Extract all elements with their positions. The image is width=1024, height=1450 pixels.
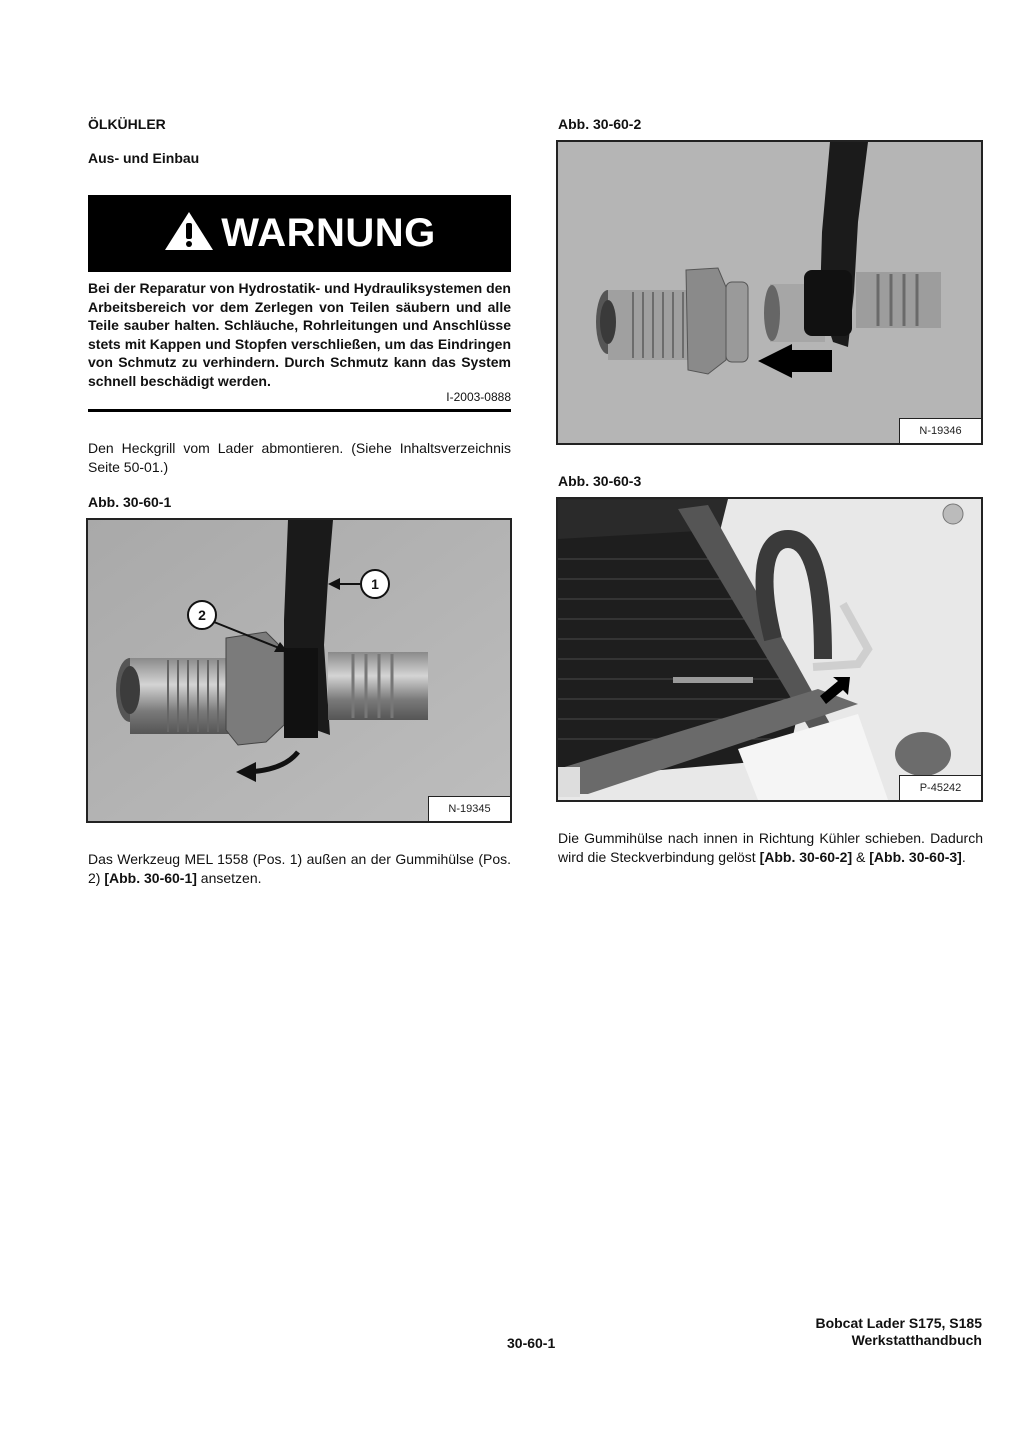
instruction-paragraph-left: Das Werkzeug MEL 1558 (Pos. 1) außen an der Gummihülse (Pos. 2) [Abb. 30-60-1] ansetzen. [88, 851, 511, 886]
figure-label-2: Abb. 30-60-2 [558, 116, 642, 132]
figure-reference: [Abb. 30-60-1] [104, 869, 197, 886]
callout-1: 1 [371, 576, 379, 592]
warning-heading: WARNUNG [221, 211, 436, 255]
warning-banner [88, 195, 511, 272]
figure-photo-3 [556, 497, 983, 802]
page-number: 30-60-1 [507, 1335, 556, 1351]
section-subtitle: Aus- und Einbau [88, 150, 200, 166]
manual-title: Bobcat Lader S175, S185 Werkstatthandbuch [815, 1315, 982, 1348]
warning-code: I-2003-0888 [446, 390, 511, 404]
warning-divider [88, 409, 511, 412]
instruction-paragraph-right: Die Gummihülse nach innen in Richtung Kühler schieben. Dadurch wird die Steckverbindung gelöst [Abb. 30-60-2] & [Abb. 30-60-3]. [558, 830, 983, 865]
figure-reference: [Abb. 30-60-3] [869, 848, 962, 865]
figure-photo-2 [556, 140, 983, 445]
figure-tag-2: N-19346 [899, 418, 981, 443]
warning-triangle-icon [163, 210, 215, 257]
warning-text: Bei der Reparatur von Hydrostatik- und Hydrauliksystemen den Arbeitsbereich vor dem Zerlegen von Teilen säubern und alle Teile sauber halten. Schläuche, Rohrleitungen und Anschlüsse stets mit Kappen und Stopfen verschließen, um das Eindringen von Schmutz zu verhindern. Durch Schmutz kann das System schnell beschädigt werden. [88, 280, 511, 389]
figure-reference: [Abb. 30-60-2] [759, 848, 853, 865]
figure-label-3: Abb. 30-60-3 [558, 473, 642, 489]
figure-tag-1: N-19345 [428, 796, 510, 821]
figure-tag-3: P-45242 [899, 775, 981, 800]
callout-2: 2 [198, 607, 206, 623]
intro-paragraph: Den Heckgrill vom Lader abmontieren. (Siehe Inhaltsverzeichnis Seite 50-01.) [88, 440, 511, 475]
figure-label-1: Abb. 30-60-1 [88, 494, 172, 510]
figure-photo-1 [86, 518, 512, 823]
section-title: ÖLKÜHLER [88, 116, 166, 132]
